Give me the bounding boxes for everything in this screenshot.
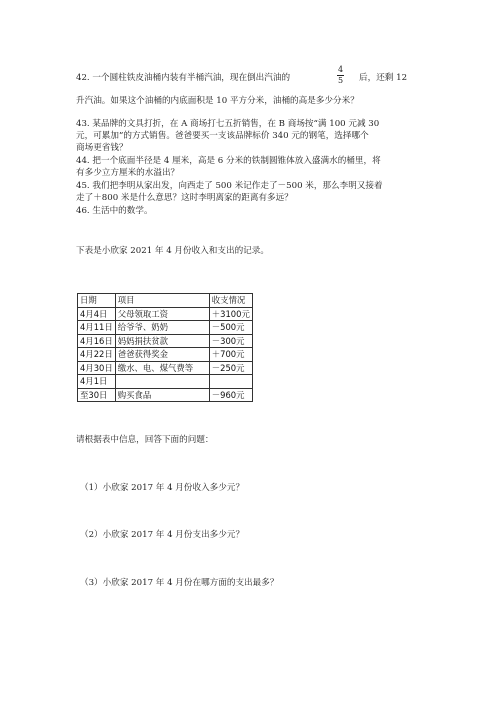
q46-line1: 46. 生活中的数学。 — [76, 206, 153, 216]
q42-line1-tail — [359, 72, 407, 84]
table-intro: 下表是小欣家 2021 年 4 月份收入和支出的记录。 — [76, 246, 269, 256]
table-header-row — [78, 294, 253, 308]
cell-amount: －300元 — [209, 334, 252, 348]
cell-date: 4月4日 — [78, 307, 116, 321]
cell-item: 妈妈捐扶贫款 — [115, 334, 209, 348]
cell-amount: －250元 — [209, 361, 252, 375]
q42-line1 — [76, 72, 290, 84]
q44-line1: 44. 把一个底面半径是 4 厘米，高是 6 分米的铁制圆锥体放入盛满水的桶里，将 — [76, 156, 381, 166]
header-item: 项目 — [115, 294, 209, 308]
q42-line2: 升汽油。如果这个油桶的内底面积是 10 平方分米，油桶的高是多少分米？ — [76, 96, 359, 106]
fraction-denominator: 5 — [337, 76, 344, 85]
q45-line1: 45. 我们把李明从家出发，向西走了 500 米记作走了－500 米，那么李明又接着 — [76, 181, 383, 191]
cell-date: 4月1日 — [78, 375, 116, 389]
income-expense-table — [77, 293, 253, 402]
fraction-numerator: 4 — [337, 65, 344, 74]
q43-line1: 43. 某品牌的文具打折，在 A 商场打七五折销售，在 B 商场按“满 100 元减 30 — [76, 119, 380, 129]
cell-date: 4月11日 — [78, 321, 116, 335]
cell-date: 4月22日 — [78, 348, 116, 362]
header-amount: 收支情况 — [209, 294, 252, 308]
subquestion-3: （3）小欣家 2017 年 4 月份在哪方面的支出最多？ — [80, 578, 279, 588]
cell-amount: －960元 — [209, 388, 252, 402]
cell-item: 购买食品 — [115, 388, 209, 402]
fraction-four-fifths — [337, 66, 344, 85]
cell-amount: －500元 — [209, 321, 252, 335]
cell-date: 至30日 — [78, 388, 116, 402]
table-row — [78, 375, 253, 389]
cell-amount: ＋3100元 — [209, 307, 252, 321]
cell-item — [115, 375, 209, 389]
table-row — [78, 361, 253, 375]
cell-amount — [209, 375, 252, 389]
cell-date: 4月16日 — [78, 334, 116, 348]
cell-item: 缴水、电、煤气费等 — [115, 361, 209, 375]
q42-text-part2: 后，还剩 12 — [359, 73, 408, 83]
table-row — [78, 388, 253, 402]
table-row — [78, 334, 253, 348]
instruction-text: 请根据表中信息，回答下面的问题： — [76, 435, 214, 445]
table-row — [78, 348, 253, 362]
cell-item: 给爷爷、奶奶 — [115, 321, 209, 335]
q43-line2: 元，可累加”的方式销售。爸爸要买一支该品牌标价 340 元的钢笔，选择哪个 — [76, 131, 369, 141]
cell-item: 父母领取工资 — [115, 307, 209, 321]
table-row — [78, 321, 253, 335]
subquestion-1: （1）小欣家 2017 年 4 月份收入多少元？ — [80, 483, 245, 493]
q42-text-part1: 42. 一个圆柱铁皮油桶内装有半桶汽油，现在倒出汽油的 — [76, 73, 291, 83]
subquestion-2: （2）小欣家 2017 年 4 月份支出多少元？ — [80, 530, 245, 540]
q44-line2: 有多少立方厘米的水溢出？ — [76, 168, 180, 178]
q43-line3: 商场更省钱？ — [76, 143, 128, 153]
cell-date: 4月30日 — [78, 361, 116, 375]
cell-amount: ＋700元 — [209, 348, 252, 362]
table-row — [78, 307, 253, 321]
q45-line2: 走了＋800 米是什么意思？这时李明离家的距离有多远？ — [76, 193, 293, 203]
header-date: 日期 — [78, 294, 116, 308]
cell-item: 爸爸获得奖金 — [115, 348, 209, 362]
